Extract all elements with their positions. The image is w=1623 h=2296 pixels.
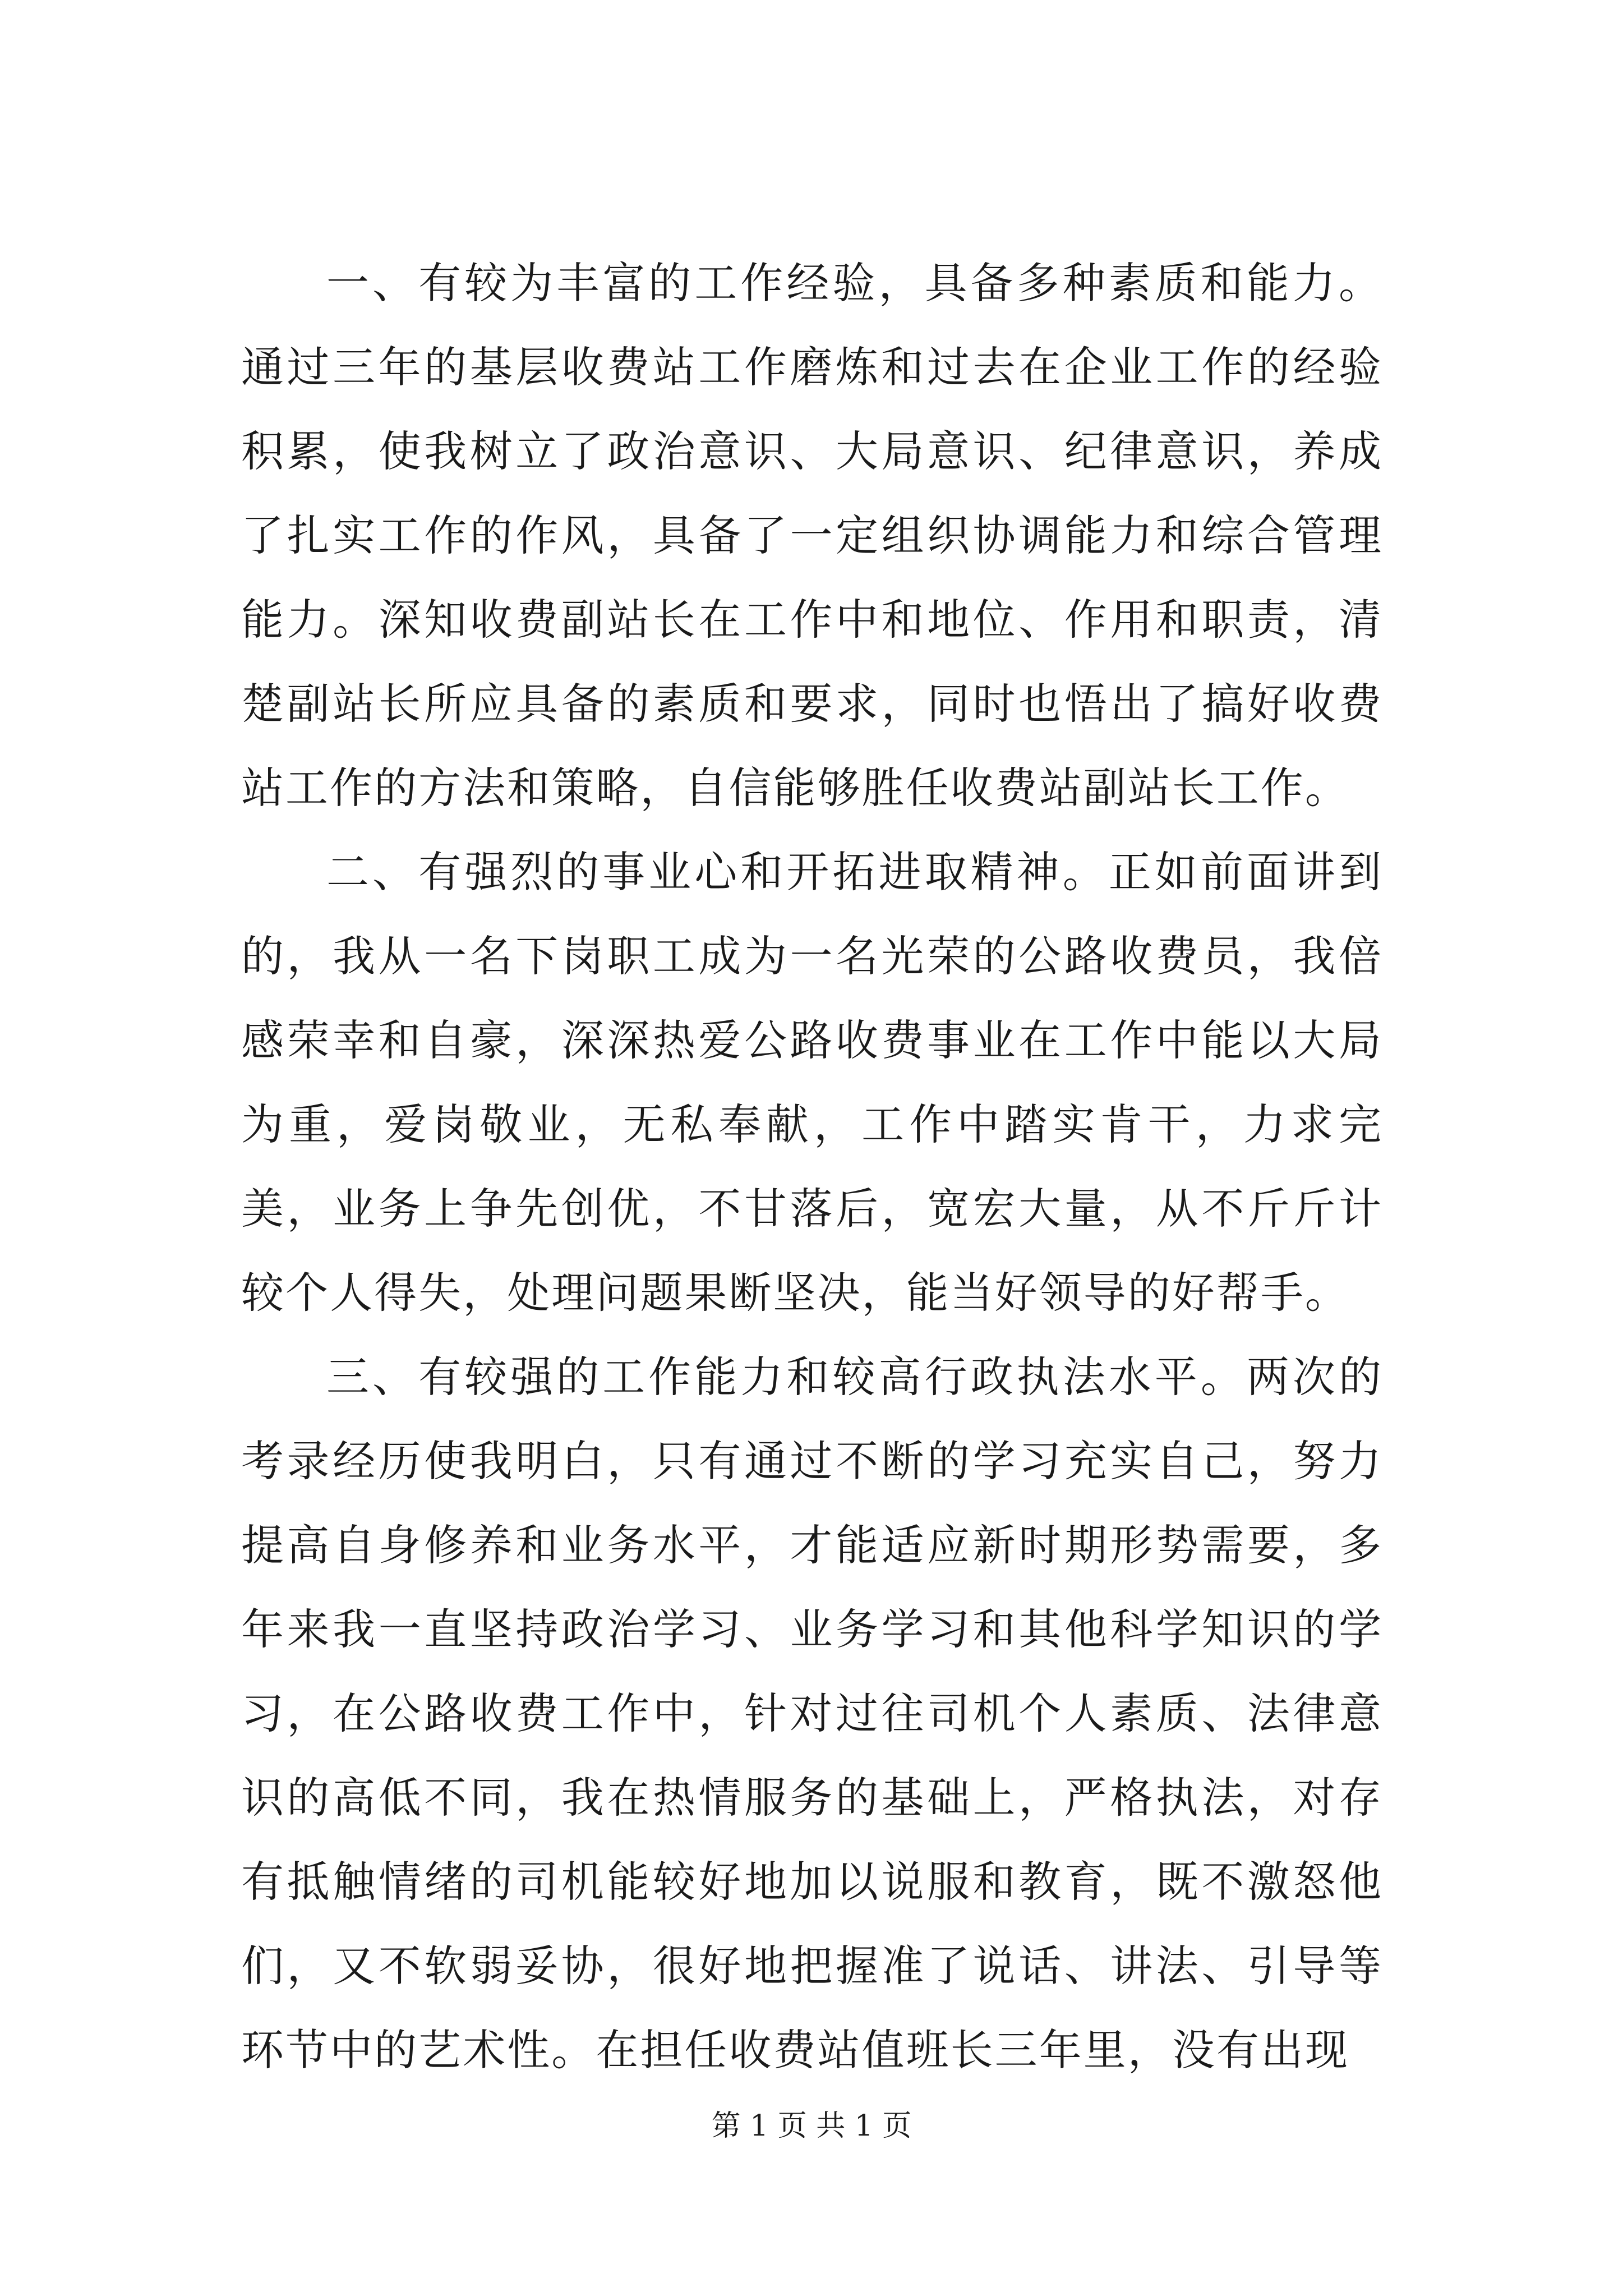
document-body bbox=[241, 241, 1383, 2092]
paragraph-1: 一、有较为丰富的工作经验，具备多种素质和能力。通过三年的基层收费站工作磨炼和过去在企业工作的经验积累，使我树立了政治意识、大局意识、纪律意识，养成了扎实工作的作风，具备了一定组织协调能力和综合管理能力。深知收费副站长在工作中和地位、作用和职责，清楚副站长所应具备的素质和要求，同时也悟出了搞好收费站工作的方法和策略，自信能够胜任收费站副站长工作。 bbox=[241, 258, 1383, 813]
page-footer bbox=[0, 2106, 1623, 2146]
page-number-label: 第 1 页 共 1 页 bbox=[711, 2109, 912, 2143]
paragraph-3: 三、有较强的工作能力和较高行政执法水平。两次的考录经历使我明白，只有通过不断的学习充实自己，努力提高自身修养和业务水平，才能适应新时期形势需要，多年来我一直坚持政治学习、业务学习和其他科学知识的学习，在公路收费工作中，针对过往司机个人素质、法律意识的高低不同，我在热情服务的基础上，严格执法，对存有抵触情绪的司机能较好地加以说服和教育，既不激怒他们，又不软弱妥协，很好地把握准了说话、讲法、引导等环节中的艺术性。在担任收费站值班长三年里，没有出现 bbox=[241, 1352, 1383, 2075]
paragraph-2: 二、有强烈的事业心和开拓进取精神。正如前面讲到的，我从一名下岗职工成为一名光荣的公路收费员，我倍感荣幸和自豪，深深热爱公路收费事业在工作中能以大局为重，爱岗敬业，无私奉献，工作中踏实肯干，力求完美，业务上争先创优，不甘落后，宽宏大量，从不斤斤计较个人得失，处理问题果断坚决，能当好领导的好帮手。 bbox=[241, 847, 1383, 1318]
